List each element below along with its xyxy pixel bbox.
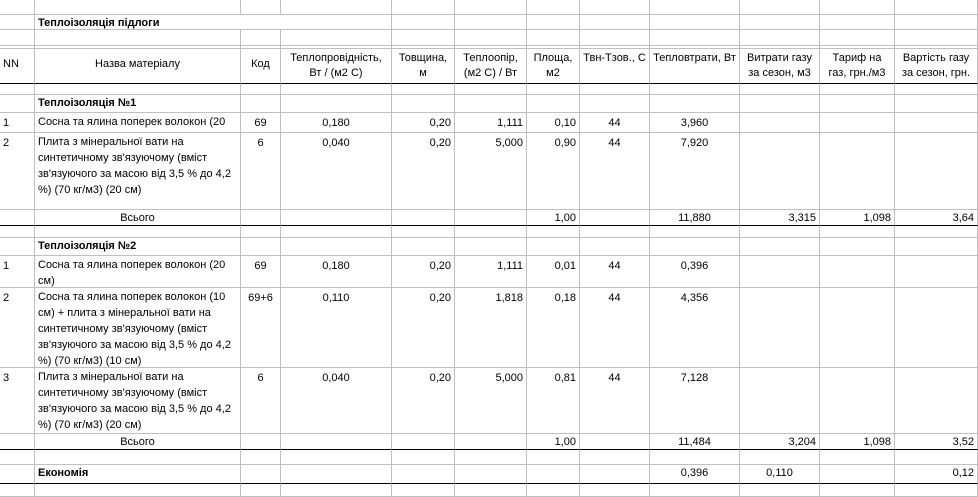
grid-cell[interactable] <box>392 434 455 450</box>
grid-cell[interactable] <box>740 256 820 288</box>
grid-cell[interactable] <box>527 450 580 465</box>
header-temp[interactable]: Твн-Тзов., С <box>580 49 650 84</box>
grid-cell[interactable] <box>35 30 241 46</box>
grid-cell[interactable] <box>392 465 455 484</box>
grid-cell[interactable] <box>895 288 978 368</box>
grid-cell[interactable] <box>650 450 740 465</box>
header-area[interactable]: Площа, м2 <box>527 49 580 84</box>
value-temp[interactable]: 44 <box>580 288 650 368</box>
grid-cell[interactable] <box>455 210 527 226</box>
grid-cell[interactable] <box>895 95 978 113</box>
sheet-title[interactable]: Теплоізоляція підлоги <box>35 15 392 30</box>
value-heatloss[interactable]: 3,960 <box>650 113 740 133</box>
grid-cell[interactable] <box>580 30 650 46</box>
grid-cell[interactable] <box>0 484 35 497</box>
value-conductivity[interactable]: 0,180 <box>281 113 392 133</box>
grid-cell[interactable] <box>241 238 281 256</box>
value-temp[interactable]: 44 <box>580 113 650 133</box>
material-name[interactable]: Сосна та ялина поперек волокон (20 <box>35 113 241 133</box>
value-resistance[interactable]: 1,111 <box>455 256 527 288</box>
grid-cell[interactable] <box>527 0 580 15</box>
grid-cell[interactable] <box>895 226 978 238</box>
grid-cell[interactable] <box>650 226 740 238</box>
grid-cell[interactable] <box>241 95 281 113</box>
total-tariff[interactable]: 1,098 <box>820 434 895 450</box>
grid-cell[interactable] <box>820 465 895 484</box>
grid-cell[interactable] <box>281 238 392 256</box>
grid-cell[interactable] <box>241 484 281 497</box>
value-code[interactable]: 6 <box>241 133 281 210</box>
grid-cell[interactable] <box>895 238 978 256</box>
value-code[interactable]: 69+6 <box>241 288 281 368</box>
grid-cell[interactable] <box>241 210 281 226</box>
grid-cell[interactable] <box>740 288 820 368</box>
grid-cell[interactable] <box>455 95 527 113</box>
value-heatloss[interactable]: 0,396 <box>650 256 740 288</box>
grid-cell[interactable] <box>740 95 820 113</box>
grid-cell[interactable] <box>455 434 527 450</box>
grid-cell[interactable] <box>281 84 392 95</box>
economy-heatloss[interactable]: 0,396 <box>650 465 740 484</box>
grid-cell[interactable] <box>241 465 281 484</box>
value-area[interactable]: 0,18 <box>527 288 580 368</box>
grid-cell[interactable] <box>0 95 35 113</box>
value-area[interactable]: 0,81 <box>527 368 580 434</box>
grid-cell[interactable] <box>895 368 978 434</box>
grid-cell[interactable] <box>241 84 281 95</box>
grid-cell[interactable] <box>455 15 527 30</box>
grid-cell[interactable] <box>455 30 527 46</box>
value-thickness[interactable]: 0,20 <box>392 133 455 210</box>
grid-cell[interactable] <box>820 450 895 465</box>
grid-cell[interactable] <box>527 30 580 46</box>
grid-cell[interactable] <box>740 30 820 46</box>
grid-cell[interactable] <box>527 226 580 238</box>
value-heatloss[interactable]: 7,128 <box>650 368 740 434</box>
grid-cell[interactable] <box>281 465 392 484</box>
grid-cell[interactable] <box>35 484 241 497</box>
grid-cell[interactable] <box>580 210 650 226</box>
grid-cell[interactable] <box>455 484 527 497</box>
grid-cell[interactable] <box>580 84 650 95</box>
grid-cell[interactable] <box>650 30 740 46</box>
grid-cell[interactable] <box>580 450 650 465</box>
section-title[interactable]: Теплоізоляція №2 <box>35 238 241 256</box>
grid-cell[interactable] <box>580 15 650 30</box>
value-conductivity[interactable]: 0,040 <box>281 368 392 434</box>
grid-cell[interactable] <box>392 226 455 238</box>
value-conductivity[interactable]: 0,180 <box>281 256 392 288</box>
grid-cell[interactable] <box>895 133 978 210</box>
grid-cell[interactable] <box>820 95 895 113</box>
value-heatloss[interactable]: 4,356 <box>650 288 740 368</box>
grid-cell[interactable] <box>740 484 820 497</box>
header-thickness[interactable]: Товщина, м <box>392 49 455 84</box>
grid-cell[interactable] <box>241 0 281 15</box>
grid-cell[interactable] <box>281 434 392 450</box>
grid-cell[interactable] <box>0 15 35 30</box>
grid-cell[interactable] <box>650 95 740 113</box>
grid-cell[interactable] <box>820 133 895 210</box>
value-nn[interactable]: 1 <box>0 256 35 288</box>
grid-cell[interactable] <box>895 15 978 30</box>
grid-cell[interactable] <box>281 95 392 113</box>
grid-cell[interactable] <box>820 256 895 288</box>
grid-cell[interactable] <box>650 84 740 95</box>
value-thickness[interactable]: 0,20 <box>392 288 455 368</box>
grid-cell[interactable] <box>392 450 455 465</box>
grid-cell[interactable] <box>580 434 650 450</box>
grid-cell[interactable] <box>650 484 740 497</box>
header-code[interactable]: Код <box>241 49 281 84</box>
material-name[interactable]: Плита з мінеральної вати на синтетичному зв'язуючому (вміст зв'язуючого за масою від 3,5 % до 4,2 %) (70 кг/м3) (20 см) <box>35 368 241 434</box>
value-area[interactable]: 0,10 <box>527 113 580 133</box>
grid-cell[interactable] <box>392 238 455 256</box>
economy-name[interactable]: Економія <box>35 465 241 484</box>
grid-cell[interactable] <box>527 238 580 256</box>
value-nn[interactable]: 3 <box>0 368 35 434</box>
grid-cell[interactable] <box>281 484 392 497</box>
economy-cost[interactable]: 0,12 <box>895 465 978 484</box>
header-gas[interactable]: Витрати газу за сезон, м3 <box>740 49 820 84</box>
value-area[interactable]: 0,01 <box>527 256 580 288</box>
grid-cell[interactable] <box>455 465 527 484</box>
grid-cell[interactable] <box>580 95 650 113</box>
grid-cell[interactable] <box>740 113 820 133</box>
grid-cell[interactable] <box>580 465 650 484</box>
grid-cell[interactable] <box>580 226 650 238</box>
value-nn[interactable]: 2 <box>0 133 35 210</box>
grid-cell[interactable] <box>241 434 281 450</box>
grid-cell[interactable] <box>455 0 527 15</box>
header-nn[interactable]: NN <box>0 49 35 84</box>
value-resistance[interactable]: 5,000 <box>455 368 527 434</box>
value-resistance[interactable]: 1,818 <box>455 288 527 368</box>
value-nn[interactable]: 2 <box>0 288 35 368</box>
grid-cell[interactable] <box>527 465 580 484</box>
total-tariff[interactable]: 1,098 <box>820 210 895 226</box>
total-area[interactable]: 1,00 <box>527 210 580 226</box>
grid-cell[interactable] <box>740 368 820 434</box>
grid-cell[interactable] <box>527 484 580 497</box>
material-name[interactable]: Плита з мінеральної вати на синтетичному зв'язуючому (вміст зв'язуючого за масою від 3,5 % до 4,2 %) (70 кг/м3) (20 см) <box>35 133 241 210</box>
grid-cell[interactable] <box>820 15 895 30</box>
total-area[interactable]: 1,00 <box>527 434 580 450</box>
grid-cell[interactable] <box>650 0 740 15</box>
value-thickness[interactable]: 0,20 <box>392 368 455 434</box>
grid-cell[interactable] <box>455 450 527 465</box>
grid-cell[interactable] <box>895 84 978 95</box>
value-temp[interactable]: 44 <box>580 368 650 434</box>
grid-cell[interactable] <box>281 226 392 238</box>
grid-cell[interactable] <box>527 15 580 30</box>
grid-cell[interactable] <box>740 15 820 30</box>
total-name[interactable]: Всього <box>35 210 241 226</box>
value-temp[interactable]: 44 <box>580 256 650 288</box>
grid-cell[interactable] <box>392 30 455 46</box>
total-gas[interactable]: 3,204 <box>740 434 820 450</box>
total-cost[interactable]: 3,52 <box>895 434 978 450</box>
value-resistance[interactable]: 5,000 <box>455 133 527 210</box>
grid-cell[interactable] <box>392 84 455 95</box>
value-code[interactable]: 69 <box>241 113 281 133</box>
value-conductivity[interactable]: 0,040 <box>281 133 392 210</box>
grid-cell[interactable] <box>895 256 978 288</box>
header-heatloss[interactable]: Тепловтрати, Вт <box>650 49 740 84</box>
grid-cell[interactable] <box>740 0 820 15</box>
grid-cell[interactable] <box>0 84 35 95</box>
grid-cell[interactable] <box>392 95 455 113</box>
grid-cell[interactable] <box>0 210 35 226</box>
value-code[interactable]: 6 <box>241 368 281 434</box>
grid-cell[interactable] <box>820 484 895 497</box>
grid-cell[interactable] <box>740 133 820 210</box>
grid-cell[interactable] <box>35 84 241 95</box>
grid-cell[interactable] <box>392 15 455 30</box>
grid-cell[interactable] <box>281 30 392 46</box>
grid-cell[interactable] <box>740 84 820 95</box>
grid-cell[interactable] <box>0 450 35 465</box>
grid-cell[interactable] <box>820 368 895 434</box>
header-name[interactable]: Назва матеріалу <box>35 49 241 84</box>
grid-cell[interactable] <box>392 484 455 497</box>
economy-gas[interactable]: 0,110 <box>740 465 820 484</box>
grid-cell[interactable] <box>740 450 820 465</box>
grid-cell[interactable] <box>820 0 895 15</box>
value-heatloss[interactable]: 7,920 <box>650 133 740 210</box>
material-name[interactable]: Сосна та ялина поперек волокон (20 см) <box>35 256 241 288</box>
grid-cell[interactable] <box>895 450 978 465</box>
material-name[interactable]: Сосна та ялина поперек волокон (10 см) + плита з мінеральної вати на синтетичному зв'язуючому (вміст зв'язуючого за масою від 3,5 % до 4,2 %) (70 кг/м3) (10 см) <box>35 288 241 368</box>
grid-cell[interactable] <box>281 450 392 465</box>
grid-cell[interactable] <box>0 0 35 15</box>
grid-cell[interactable] <box>455 84 527 95</box>
grid-cell[interactable] <box>820 30 895 46</box>
grid-cell[interactable] <box>35 0 241 15</box>
header-resistance[interactable]: Теплоопір, (м2 С) / Вт <box>455 49 527 84</box>
value-code[interactable]: 69 <box>241 256 281 288</box>
grid-cell[interactable] <box>895 30 978 46</box>
grid-cell[interactable] <box>281 0 392 15</box>
grid-cell[interactable] <box>580 0 650 15</box>
section-title[interactable]: Теплоізоляція №1 <box>35 95 241 113</box>
grid-cell[interactable] <box>455 226 527 238</box>
header-tariff[interactable]: Тариф на газ, грн./м3 <box>820 49 895 84</box>
value-thickness[interactable]: 0,20 <box>392 113 455 133</box>
value-conductivity[interactable]: 0,110 <box>281 288 392 368</box>
grid-cell[interactable] <box>35 226 241 238</box>
grid-cell[interactable] <box>820 288 895 368</box>
grid-cell[interactable] <box>0 238 35 256</box>
grid-cell[interactable] <box>392 210 455 226</box>
grid-cell[interactable] <box>35 450 241 465</box>
grid-cell[interactable] <box>0 30 35 46</box>
grid-cell[interactable] <box>455 238 527 256</box>
header-conductivity[interactable]: Теплопровідність, Вт / (м2 С) <box>281 49 392 84</box>
grid-cell[interactable] <box>0 434 35 450</box>
grid-cell[interactable] <box>820 238 895 256</box>
grid-cell[interactable] <box>580 484 650 497</box>
grid-cell[interactable] <box>650 238 740 256</box>
grid-cell[interactable] <box>241 30 281 46</box>
total-name[interactable]: Всього <box>35 434 241 450</box>
grid-cell[interactable] <box>820 113 895 133</box>
grid-cell[interactable] <box>527 95 580 113</box>
total-heatloss[interactable]: 11,484 <box>650 434 740 450</box>
grid-cell[interactable] <box>241 226 281 238</box>
value-temp[interactable]: 44 <box>580 133 650 210</box>
grid-cell[interactable] <box>895 0 978 15</box>
grid-cell[interactable] <box>820 84 895 95</box>
total-heatloss[interactable]: 11,880 <box>650 210 740 226</box>
grid-cell[interactable] <box>0 226 35 238</box>
grid-cell[interactable] <box>895 484 978 497</box>
grid-cell[interactable] <box>820 226 895 238</box>
total-gas[interactable]: 3,315 <box>740 210 820 226</box>
grid-cell[interactable] <box>740 226 820 238</box>
value-resistance[interactable]: 1,111 <box>455 113 527 133</box>
grid-cell[interactable] <box>895 113 978 133</box>
grid-cell[interactable] <box>580 238 650 256</box>
value-area[interactable]: 0,90 <box>527 133 580 210</box>
total-cost[interactable]: 3,64 <box>895 210 978 226</box>
grid-cell[interactable] <box>527 84 580 95</box>
header-cost[interactable]: Вартість газу за сезон, грн. <box>895 49 978 84</box>
grid-cell[interactable] <box>740 238 820 256</box>
grid-cell[interactable] <box>241 450 281 465</box>
grid-cell[interactable] <box>281 210 392 226</box>
grid-cell[interactable] <box>650 15 740 30</box>
grid-cell[interactable] <box>392 0 455 15</box>
value-nn[interactable]: 1 <box>0 113 35 133</box>
grid-cell[interactable] <box>0 465 35 484</box>
value-thickness[interactable]: 0,20 <box>392 256 455 288</box>
